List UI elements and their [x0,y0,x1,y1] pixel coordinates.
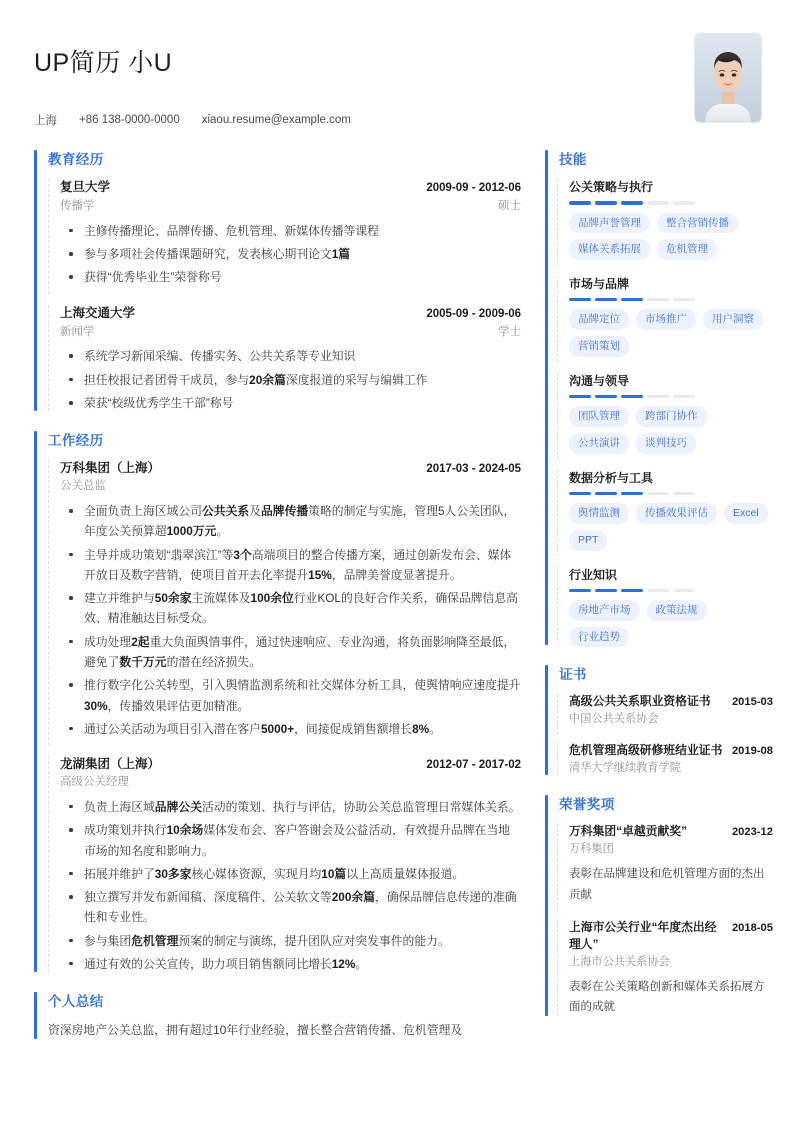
job-title: 高级公关经理 [60,776,129,789]
list-item: 荣获“校级优秀学生干部”称号 [60,393,521,413]
honor-item [557,823,773,905]
rating-segment [569,395,591,399]
company-name: 万科集团（上海） [60,461,161,476]
skill-rating [569,395,773,399]
company-name: 龙湖集团（上海） [60,757,161,772]
education-date: 2005-09 - 2009-06 [426,307,521,320]
section-title-honors: 荣誉奖项 [559,797,615,813]
skill-tag: 传播效果评估 [636,503,717,524]
list-item: 系统学习新闻采编、传播实务、公共关系等专业知识 [60,346,521,366]
rating-segment [621,395,643,399]
contact-phone: +86 138-0000-0000 [79,114,180,126]
rating-segment [647,395,669,399]
skill-group-name: 行业知识 [569,567,618,582]
list-item: 担任校报记者团骨干成员，参与20余篇深度报道的采写与编辑工作 [60,370,521,390]
skill-group [557,469,773,551]
education-entry [46,178,521,288]
list-item: 参与多项社会传播课题研究，发表核心期刊论文1篇 [60,244,521,264]
contact-row [34,112,351,128]
certificate-item [557,742,773,777]
rating-segment [673,395,695,399]
work-bullets [60,501,521,739]
skill-group-name: 数据分析与工具 [569,470,654,485]
skill-group [557,275,773,357]
rating-segment [569,492,591,496]
major: 传播学 [60,200,95,213]
rating-segment [595,201,617,205]
work-entry [46,459,521,739]
skill-rating [569,492,773,496]
certificate-issuer: 中国公共关系协会 [569,713,659,726]
work-date: 2017-03 - 2024-05 [426,463,521,476]
honor-description: 表彰在品牌建设和危机管理方面的杰出贡献 [569,868,765,901]
entry-head [60,178,521,196]
certificate-date: 2015-03 [731,696,773,709]
list-item: 全面负责上海区域公司公共关系及品牌传播策略的制定与实施，管理5人公关团队，年度公关预算超1000万元。 [60,501,521,542]
list-item: 负责上海区域品牌公关活动的策划、执行与评估，协助公关总监管理日常媒体关系。 [60,797,521,817]
education-entry [46,304,521,414]
rating-segment [673,492,695,496]
certificate-issuer: 清华大学继续教育学院 [569,762,681,775]
rating-segment [647,589,669,593]
skill-tags [569,309,773,356]
list-item: 独立撰写并发布新闻稿、深度稿件、公关软文等200余篇，确保品牌信息传递的准确性和专业性。 [60,887,521,928]
honor-issuer: 万科集团 [569,843,614,856]
education-bullets [60,346,521,413]
skill-tag: 危机管理 [657,239,717,260]
summary-text: 资深房地产公关总监，拥有超过10年行业经验，擅长整合营销传播、危机管理及 [48,1023,463,1038]
honor-title: 万科集团“卓越贡献奖” [569,824,687,839]
section-skills [545,148,773,647]
skill-tags [569,600,773,647]
list-item: 建立并维护与50余家主流媒体及100余位行业KOL的良好合作关系，确保品牌信息高效、精准触达目标受众。 [60,588,521,629]
rating-segment [647,492,669,496]
skill-rating [569,298,773,302]
candidate-name: UP简历 小U [34,49,173,77]
rating-segment [595,492,617,496]
honor-issuer: 上海市公共关系协会 [569,956,670,969]
skill-tag: 品牌声誉管理 [569,213,650,234]
honor-head [569,823,773,840]
skill-tag: PPT [569,530,607,551]
section-honors [545,793,773,1018]
work-entry [46,755,521,974]
rating-segment [595,298,617,302]
skill-tags [569,406,773,453]
skill-group-name: 沟通与领导 [569,373,630,388]
entry-head [60,459,521,477]
skill-group-name: 公关策略与执行 [569,180,654,194]
skill-tags [569,503,773,550]
school-name: 上海交通大学 [60,305,136,320]
certificate-date: 2019-08 [731,745,773,758]
honor-description: 表彰在公关策略创新和媒体关系拓展方面的成就 [569,980,765,1014]
avatar [695,34,761,122]
skill-tags [569,213,773,260]
rating-segment [569,298,591,302]
skill-tag: 品牌定位 [569,309,629,330]
list-item: 通过公关活动为项目引入潜在客户5000+，间接促成销售额增长8%。 [60,719,521,739]
honor-date: 2023-12 [731,826,773,839]
certificate-head [569,742,773,759]
skill-group [557,566,773,648]
rating-segment [673,201,695,205]
honor-title: 上海市公关行业“年度杰出经理人” [569,919,717,952]
entry-sub [60,323,521,341]
entry-sub [60,478,521,495]
skill-tag: 政策法规 [647,600,707,621]
list-item: 成功处理2起重大负面舆情事件，通过快速响应、专业沟通，将负面影响降至最低，避免了数千万元的潜在经济损失。 [60,632,521,673]
section-title-education: 教育经历 [48,152,104,167]
resume-body [0,148,799,1057]
rating-segment [621,201,643,205]
education-bullets [60,221,521,288]
work-list [46,459,521,974]
education-date: 2009-09 - 2012-06 [426,182,521,194]
rating-segment [595,589,617,593]
skill-rating [569,589,773,593]
section-education [34,148,521,413]
skill-tag: 用户洞察 [703,309,763,330]
entry-head [60,755,521,773]
list-item: 主修传播理论、品牌传播、危机管理、新媒体传播等课程 [60,221,521,241]
school-name: 复旦大学 [60,180,111,194]
list-item: 拓展并维护了30多家核心媒体资源，实现月均10篇以上高质量媒体报道。 [60,864,521,884]
rating-segment [621,298,643,302]
rating-segment [673,298,695,302]
rating-segment [595,395,617,399]
skill-tag: 营销策划 [569,336,629,357]
degree: 学士 [498,325,521,338]
certificate-title: 高级公共关系职业资格证书 [569,694,711,709]
entry-sub [60,774,521,791]
list-item: 成功策划并执行10余场媒体发布会、客户答谢会及公益活动，有效提升品牌在当地市场的知名度和影响力。 [60,820,521,861]
resume-header [0,0,799,128]
honor-item [557,919,773,1018]
skill-tag: 市场推广 [636,309,696,330]
education-list [46,178,521,413]
list-item: 推行数字化公关转型，引入舆情监测系统和社交媒体分析工具，使舆情响应速度提升30%，传播效果评估更加精准。 [60,675,521,716]
certificate-title: 危机管理高级研修班结业证书 [569,743,723,758]
skill-rating [569,201,773,205]
degree: 硕士 [498,200,521,213]
skill-group-name: 市场与品牌 [569,276,630,291]
skill-tag: 跨部门协作 [636,406,707,427]
section-certificates [545,663,773,777]
portrait-photo-icon [695,34,761,122]
header-identity [34,34,351,128]
list-item: 通过有效的公关宣传，助力项目销售额同比增长12%。 [60,954,521,974]
rating-segment [621,589,643,593]
certificate-item [557,693,773,728]
section-title-skills: 技能 [559,152,587,167]
list-item: 参与集团危机管理预案的制定与演练，提升团队应对突发事件的能力。 [60,931,521,951]
left-column [34,148,521,1057]
rating-segment [647,298,669,302]
skill-tag: 团队管理 [569,406,629,427]
rating-segment [621,492,643,496]
rating-segment [569,201,591,205]
skill-tag: 媒体关系拓展 [569,239,650,260]
skill-tag: 舆情监测 [569,503,629,524]
list-item: 获得“优秀毕业生”荣誉称号 [60,267,521,287]
section-title-certificates: 证书 [559,667,587,683]
skill-tag: Excel [724,503,768,524]
entry-sub [60,197,521,215]
skill-tag: 公共演讲 [569,433,629,454]
list-item: 主导并成功策划“翡翠滨江”等3个高端项目的整合传播方案，通过创新发布会、媒体开放日及数字营销，使项目首开去化率提升15%，品牌美誉度显著提升。 [60,545,521,586]
skill-tag: 谈判技巧 [636,433,696,454]
skill-tag: 行业趋势 [569,627,629,648]
entry-head [60,304,521,322]
right-column [545,148,773,1034]
work-date: 2012-07 - 2017-02 [426,759,521,772]
skill-tag: 房地产市场 [569,600,640,621]
honor-date: 2018-05 [731,921,773,934]
section-work-experience [34,429,521,974]
job-title: 公关总监 [60,480,106,493]
certificate-head [569,693,773,710]
skill-tag: 整合营销传播 [657,213,738,234]
rating-segment [569,589,591,593]
major: 新闻学 [60,325,95,338]
skill-group [557,372,773,454]
contact-location: 上海 [34,115,57,127]
section-title-summary: 个人总结 [48,994,104,1010]
honor-head [569,919,773,953]
section-personal-summary [34,990,521,1041]
rating-segment [673,589,695,593]
contact-email: xiaou.resume@example.com [201,114,351,126]
work-bullets [60,797,521,974]
skill-group [557,178,773,260]
rating-segment [647,201,669,205]
section-title-work: 工作经历 [48,433,104,449]
